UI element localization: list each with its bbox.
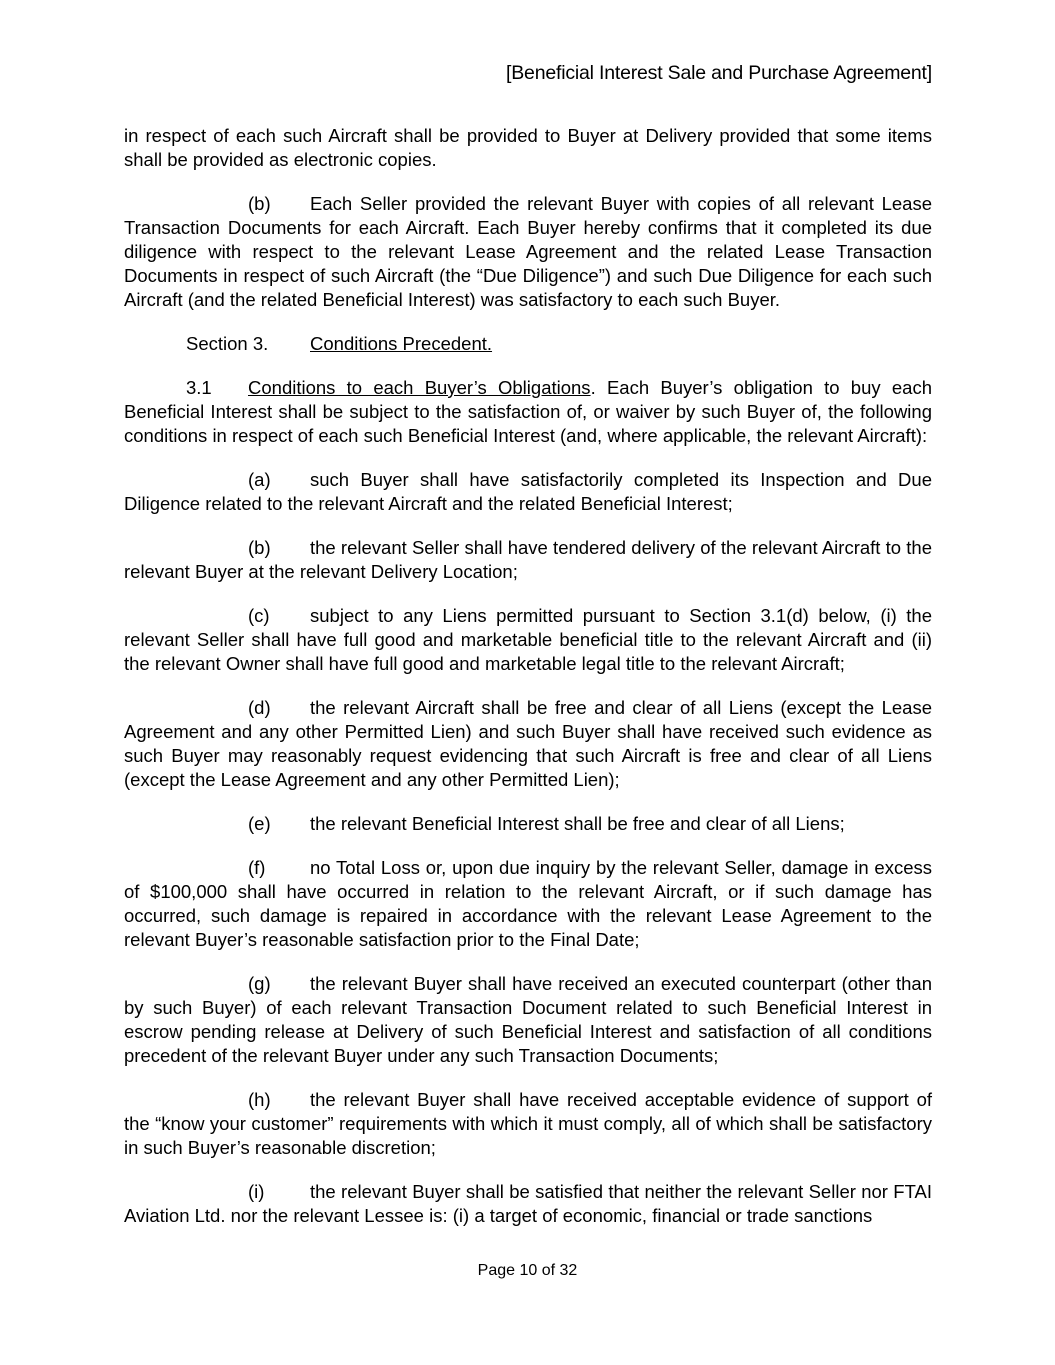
item-text: the relevant Seller shall have tendered delivery of the relevant Aircraft to the relevant Buyer at the relevant Delivery Location; [124, 537, 932, 582]
condition-item [124, 604, 932, 676]
condition-item [124, 696, 932, 792]
subsection-number: 3.1 [186, 377, 212, 398]
document-body [124, 124, 932, 1248]
document-header: [Beneficial Interest Sale and Purchase Agreement] [506, 62, 932, 84]
item-label: (a) [248, 469, 271, 490]
item-text: the relevant Buyer shall have received acceptable evidence of support of the “know your customer” requirements with which it must comply, all of which shall be satisfactory in such Buyer’s reasonable discretion; [124, 1089, 932, 1158]
condition-item [124, 468, 932, 516]
item-text: subject to any Liens permitted pursuant to Section 3.1(d) below, (i) the relevant Seller shall have full good and marketable beneficial title to the relevant Aircraft and (ii) the relevant Owner shall have full good and marketable legal title to the relevant Aircraft; [124, 605, 932, 674]
page-number: Page 10 of 32 [477, 1262, 578, 1279]
subsection-title: Conditions to each Buyer’s Obligations [248, 377, 591, 398]
item-text: the relevant Buyer shall have received an executed counterpart (other than by such Buyer) of each relevant Transaction Document related to such Beneficial Interest in escrow pending release at Delivery of such Beneficial Interest and satisfaction of all conditions precedent of the relevant Buyer under any such Transaction Documents; [124, 973, 932, 1066]
item-label: (i) [248, 1181, 265, 1202]
paragraph-text: Each Seller provided the relevant Buyer with copies of all relevant Lease Transaction Documents for each Aircraft. Each Buyer hereby confirms that it completed its due diligence with respect to the relevant Lease Agreement and the related Lease Transaction Documents in respect of such Aircraft (the “Due Diligence”) and such Due Diligence for each such Aircraft (and the related Beneficial Interest) was satisfactory to each such Buyer. [124, 193, 932, 310]
item-label: (e) [248, 813, 271, 834]
item-text: no Total Loss or, upon due inquiry by the relevant Seller, damage in excess of $100,000 shall have occurred in relation to the relevant Aircraft, or if such damage has occurred, such damage is repaired in accordance with the relevant Lease Agreement to the relevant Buyer’s reasonable satisfaction prior to the Final Date; [124, 857, 932, 950]
paragraph-label: (b) [248, 193, 271, 214]
item-label: (f) [248, 857, 266, 878]
subsection-text: . Each Buyer’s obligation to buy each Beneficial Interest shall be subject to the satisfaction of, or waiver by such Buyer of, the following conditions in respect of each such Beneficial Interest (and, where applicable, the relevant Aircraft): [124, 377, 932, 446]
condition-item [248, 812, 932, 836]
condition-item [124, 856, 932, 952]
item-label: (d) [248, 697, 271, 718]
section-label: Section 3. [186, 333, 269, 354]
item-label: (b) [248, 537, 271, 558]
item-label: (h) [248, 1089, 271, 1110]
item-label: (c) [248, 605, 270, 626]
item-text: the relevant Aircraft shall be free and clear of all Liens (except the Lease Agreement and any other Permitted Lien) and such Buyer shall have received such evidence as such Buyer may reasonably request evidencing that such Aircraft is free and clear of all Liens (except the Lease Agreement and any other Permitted Lien); [124, 697, 932, 790]
item-text: such Buyer shall have satisfactorily completed its Inspection and Due Diligence related to the relevant Aircraft and the related Beneficial Interest; [124, 469, 932, 514]
item-text: the relevant Beneficial Interest shall be free and clear of all Liens; [310, 813, 845, 834]
intro-paragraph: in respect of each such Aircraft shall be provided to Buyer at Delivery provided that some items shall be provided as electronic copies. [124, 125, 932, 170]
subsection-3-1 [124, 376, 932, 448]
section-title: Conditions Precedent. [310, 333, 493, 354]
condition-item [124, 972, 932, 1068]
paragraph-b-due-diligence [124, 192, 932, 312]
section-heading [186, 332, 932, 356]
condition-item [124, 536, 932, 584]
item-text: the relevant Buyer shall be satisfied that neither the relevant Seller nor FTAI Aviation Ltd. nor the relevant Lessee is: (i) a target of economic, financial or trade sanctions [124, 1181, 932, 1226]
item-label: (g) [248, 973, 271, 994]
condition-item [124, 1088, 932, 1160]
condition-item [124, 1180, 932, 1228]
